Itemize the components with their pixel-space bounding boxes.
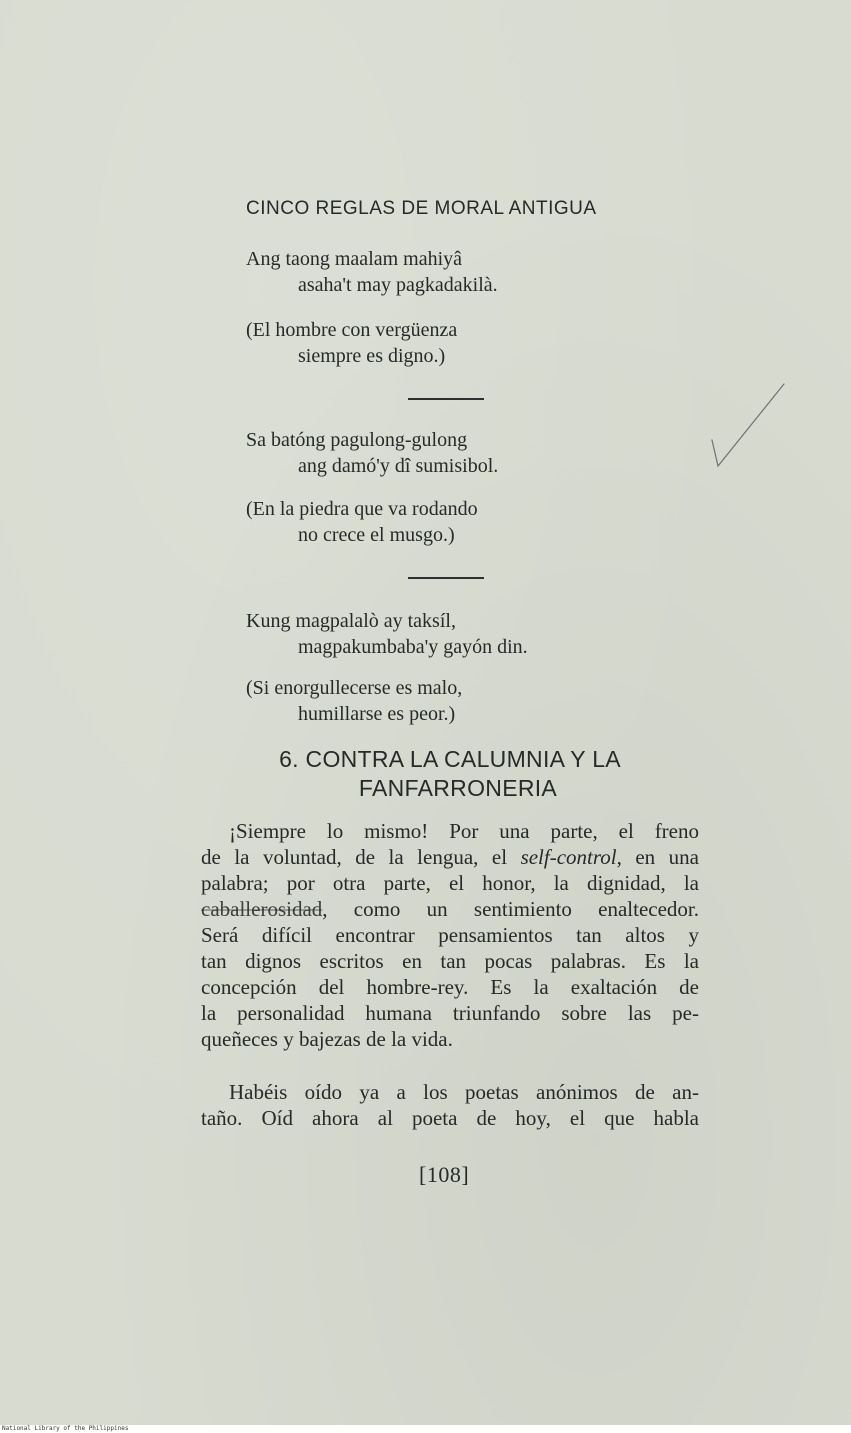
paragraph-line: ¡Siempre lo mismo! Por una parte, el freno: [229, 819, 699, 843]
paragraph-line: de la voluntad, de la lengua, el self-control, en una: [201, 845, 699, 869]
paragraph-line: Habéis oído ya a los poetas anónimos de an-: [229, 1080, 699, 1104]
paragraph-line: caballerosidad, como un sentimiento enaltecedor.: [201, 897, 699, 921]
paragraph-line: palabra; por otra parte, el honor, la dignidad, la: [201, 871, 699, 895]
proverb-spanish-1: [246, 317, 666, 369]
proverb-line: (El hombre con vergüenza: [246, 319, 458, 341]
paragraph-line: concepción del hombre-rey. Es la exaltación de: [201, 975, 699, 999]
section-heading-line: 6. CONTRA LA CALUMNIA Y LA: [279, 746, 621, 772]
proverb-spanish-3: [246, 675, 666, 727]
proverb-line: (En la piedra que va rodando: [246, 498, 478, 520]
paragraph-line: queñeces y bajezas de la vida.: [201, 1027, 453, 1051]
proverb-line: Kung magpalalò ay taksíl,: [246, 610, 456, 632]
smudged-word: caballerosidad: [201, 897, 323, 921]
divider-rule: [408, 398, 484, 400]
proverb-tagalog-3: [246, 608, 666, 660]
proverb-line: siempre es digno.): [298, 345, 446, 367]
divider-rule: [408, 577, 484, 579]
pencil-check-mark: [700, 378, 790, 478]
proverb-line: humillarse es peor.): [298, 703, 456, 725]
proverb-line: asaha't may pagkadakilà.: [298, 274, 498, 296]
running-head: CINCO REGLAS DE MORAL ANTIGUA: [246, 198, 597, 219]
proverb-line: Ang taong maalam mahiyâ: [246, 248, 463, 270]
proverb-line: ang damó'y dî sumisibol.: [298, 455, 499, 477]
proverb-spanish-2: [246, 496, 666, 548]
proverb-tagalog-2: [246, 427, 666, 479]
footer-strip: [0, 1425, 851, 1433]
paragraph-line: taño. Oíd ahora al poeta de hoy, el que habla: [201, 1106, 699, 1130]
library-credit: National Library of the Philippines: [2, 1425, 129, 1432]
paragraph-line: tan dignos escritos en tan pocas palabras. Es la: [201, 949, 699, 973]
paragraph-line: Será difícil encontrar pensamientos tan altos y: [201, 923, 699, 947]
page-number: [108]: [419, 1162, 470, 1187]
emphasis-self-control: self-control: [520, 845, 617, 869]
proverb-line: no crece el musgo.): [298, 524, 455, 546]
paragraph-line: la personalidad humana triunfando sobre las pe-: [201, 1001, 699, 1025]
proverb-tagalog-1: [246, 246, 666, 298]
paragraph-2: [201, 1079, 699, 1131]
proverb-line: magpakumbaba'y gayón din.: [298, 636, 528, 658]
proverb-line: (Si enorgullecerse es malo,: [246, 677, 463, 699]
section-heading: [200, 745, 710, 803]
paragraph-1: [201, 818, 699, 1052]
proverb-line: Sa batóng pagulong-gulong: [246, 429, 468, 451]
section-heading-line: FANFARRONERIA: [358, 775, 558, 801]
